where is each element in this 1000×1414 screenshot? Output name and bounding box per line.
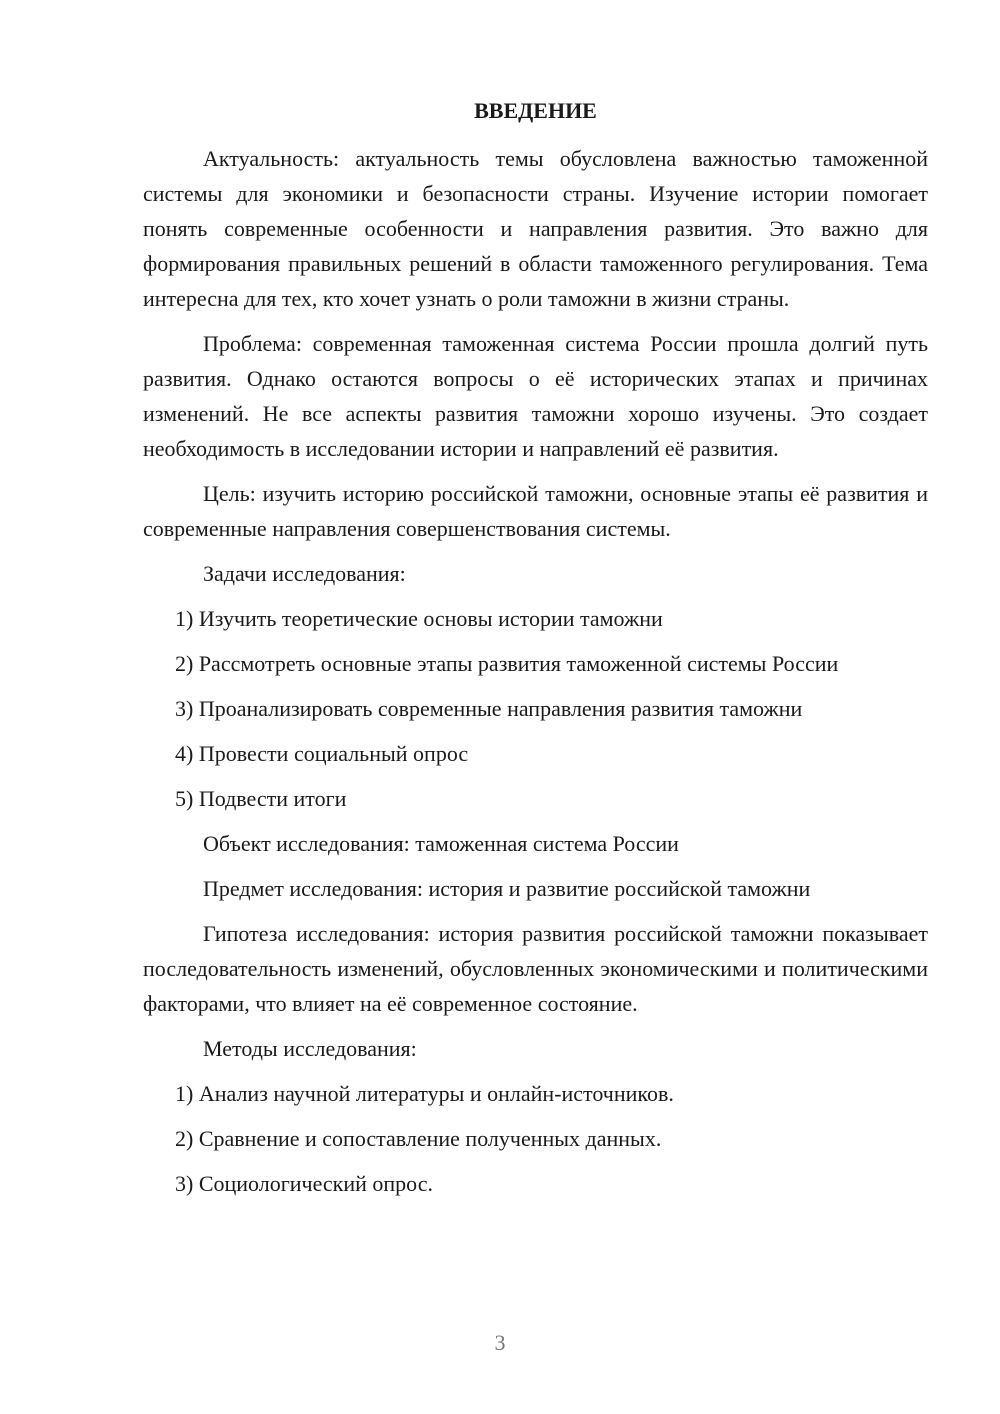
document-body	[143, 141, 928, 1201]
goal-paragraph: Цель: изучить историю российской таможни, основные этапы её развития и современные направления совершенствования системы.	[143, 481, 928, 541]
subject-paragraph: Предмет исследования: история и развитие российской таможни	[203, 876, 811, 901]
hypothesis-paragraph: Гипотеза исследования: история развития российской таможни показывает последовательность изменений, обусловленных экономическими и политическими факторами, что влияет на её современное состояние.	[143, 921, 928, 1016]
method-item: 2) Сравнение и сопоставление полученных данных.	[175, 1126, 662, 1151]
task-item: 3) Проанализировать современные направления развития таможни	[175, 696, 803, 721]
task-item: 2) Рассмотреть основные этапы развития таможенной системы России	[175, 651, 839, 676]
methods-title: Методы исследования:	[203, 1036, 417, 1061]
tasks-title: Задачи исследования:	[203, 561, 406, 586]
problem-paragraph: Проблема: современная таможенная система России прошла долгий путь развития. Однако остаются вопросы о её исторических этапах и причинах изменений. Не все аспекты развития таможни хорошо изучены. Это создает необходимость в исследовании истории и направлений её развития.	[143, 331, 928, 461]
task-item: 4) Провести социальный опрос	[175, 741, 469, 766]
method-item: 1) Анализ научной литературы и онлайн-источников.	[175, 1081, 674, 1106]
object-paragraph: Объект исследования: таможенная система России	[203, 831, 679, 856]
task-item: 1) Изучить теоретические основы истории таможни	[175, 606, 663, 631]
relevance-paragraph: Актуальность: актуальность темы обусловлена важностью таможенной системы для экономики и безопасности страны. Изучение истории помогает понять современные особенности и направления развития. Это важно для формирования правильных решений в области таможенного регулирования. Тема интересна для тех, кто хочет узнать о роли таможни в жизни страны.	[143, 146, 928, 311]
page-number: 3	[494, 1330, 506, 1355]
page-heading: ВВЕДЕНИЕ	[474, 98, 597, 123]
task-item: 5) Подвести итоги	[175, 786, 347, 811]
method-item: 3) Социологический опрос.	[175, 1171, 433, 1196]
